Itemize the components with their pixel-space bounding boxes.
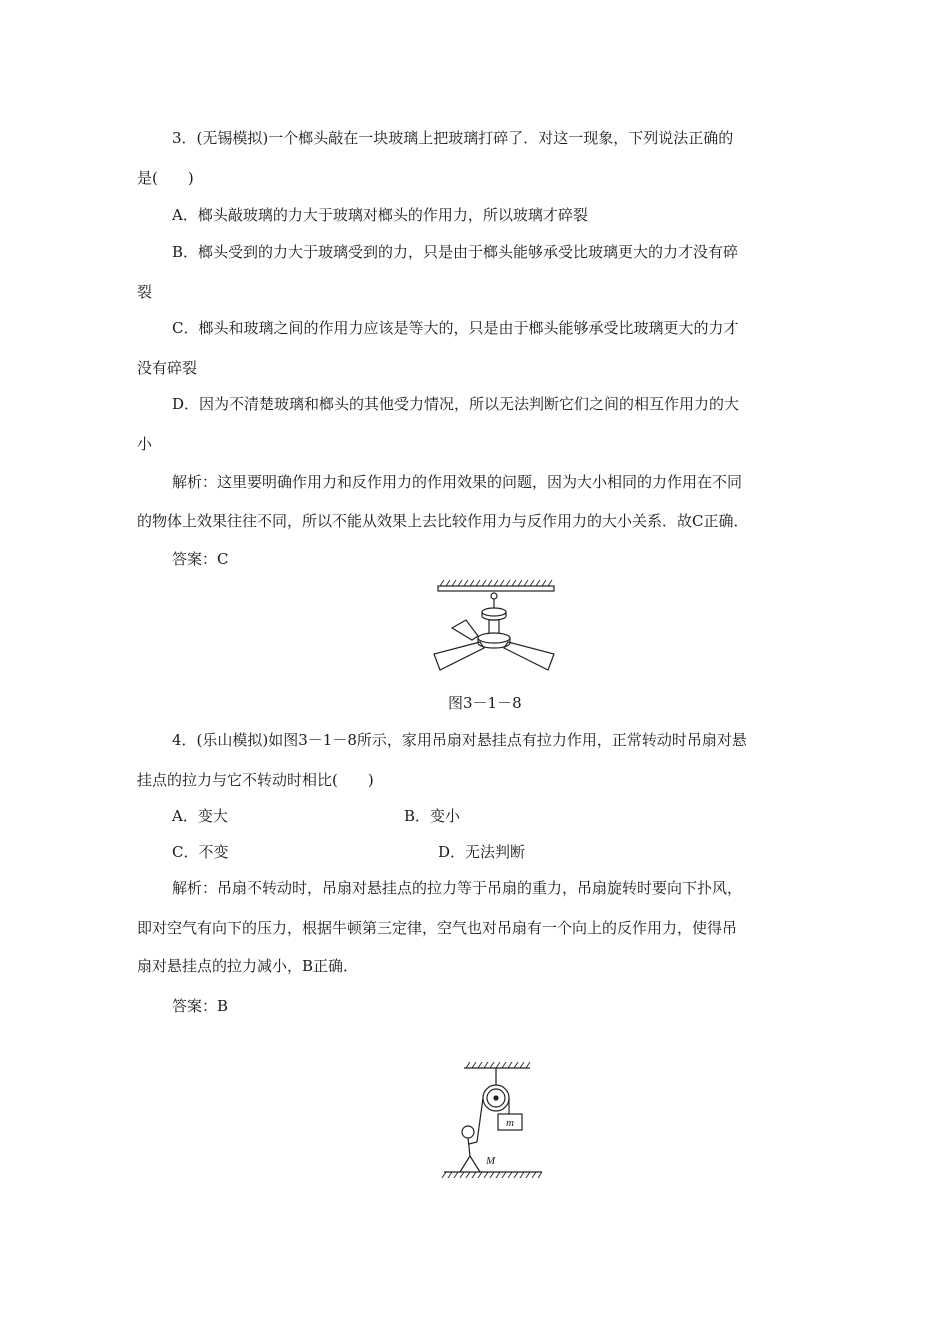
q4-analysis-cont-2: 扇对悬挂点的拉力减小，B正确． [137,957,359,975]
q4-stem-cont: 挂点的拉力与它不转动时相比( ) [137,771,374,789]
q3-option-b-cont: 裂 [137,283,153,301]
q4-option-a: A．变大 [172,807,228,825]
q4-option-d: D．无法判断 [438,843,526,861]
q3-analysis-cont: 的物体上效果往往不同，所以不能从效果上去比较作用力与反作用力的大小关系．故C正确． [137,512,749,530]
q4-stem: 4．(乐山模拟)如图3－1－8所示，家用吊扇对悬挂点有拉力作用，正常转动时吊扇对悬 [172,731,747,749]
person-label: M [486,1155,496,1167]
q3-answer: 答案：C [172,550,229,568]
q3-option-b: B．榔头受到的力大于玻璃受到的力，只是由于榔头能够承受比玻璃更大的力才没有碎 [172,243,739,261]
q4-answer: 答案：B [172,997,229,1015]
q4-analysis: 解析：吊扇不转动时，吊扇对悬挂点的拉力等于吊扇的重力，吊扇旋转时要向下扑风， [172,879,743,897]
q3-analysis: 解析：这里要明确作用力和反作用力的作用效果的问题，因为大小相同的力作用在不同 [172,473,743,491]
q3-option-d-cont: 小 [137,435,153,453]
q3-option-c-cont: 没有碎裂 [137,359,198,377]
q4-option-c: C．不变 [172,843,229,861]
q3-option-a: A．榔头敲玻璃的力大于玻璃对榔头的作用力，所以玻璃才碎裂 [172,206,588,224]
ceiling-fan-figure [426,576,566,680]
figure-caption: 图3－1－8 [448,694,522,712]
q3-option-d: D．因为不清楚玻璃和榔头的其他受力情况，所以无法判断它们之间的相互作用力的大 [172,395,740,413]
q4-analysis-cont-1: 即对空气有向下的压力，根据牛顿第三定律，空气也对吊扇有一个向上的反作用力，使得吊 [137,919,738,937]
pulley-figure [436,1060,546,1182]
mass-label: m [506,1117,514,1129]
q3-stem: 3．(无锡模拟)一个榔头敲在一块玻璃上把玻璃打碎了．对这一现象，下列说法正确的 [172,129,734,147]
q3-stem-cont: 是( ) [137,169,194,187]
q4-option-b: B．变小 [404,807,461,825]
q3-option-c: C．榔头和玻璃之间的作用力应该是等大的，只是由于榔头能够承受比玻璃更大的力才 [172,319,739,337]
